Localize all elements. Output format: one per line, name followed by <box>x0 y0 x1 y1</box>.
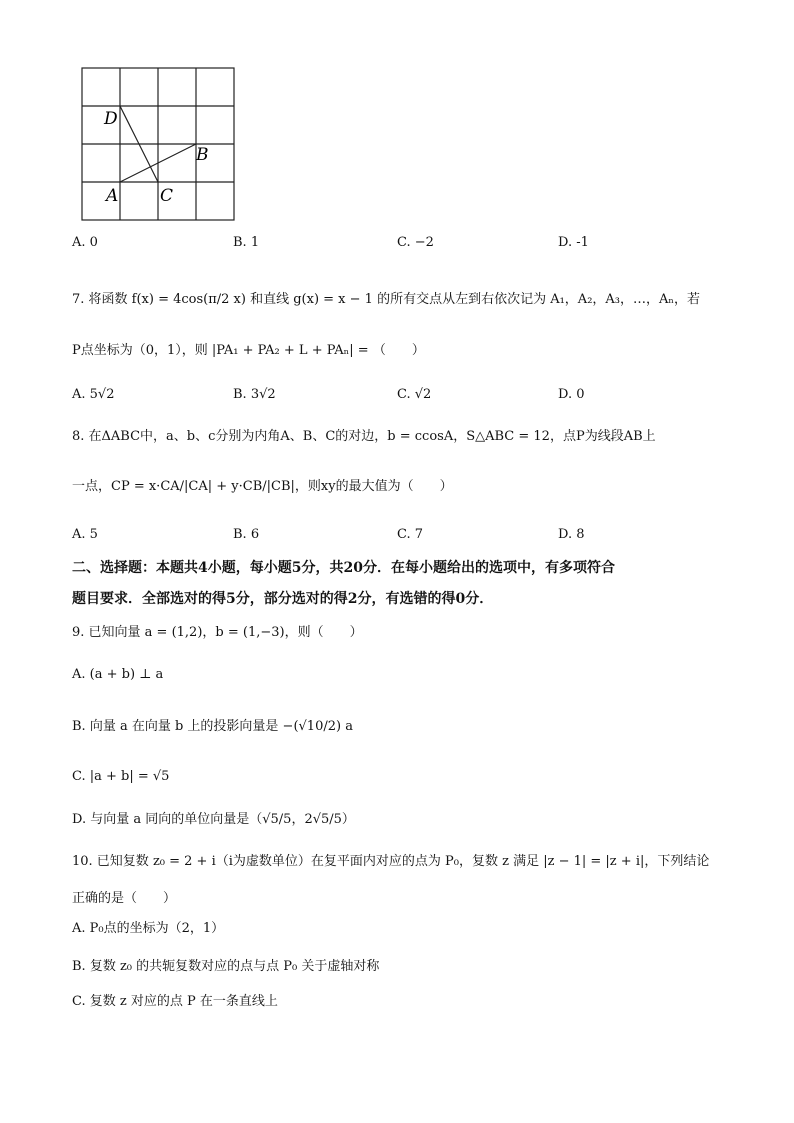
grid-figure <box>80 66 240 226</box>
q7-stem-line1: 7. 将函数 f(x) = 4cos(π/2 x) 和直线 g(x) = x − 1 的所有交点从左到右依次记为 A₁，A₂，A₃，…，Aₙ，若 <box>72 292 701 307</box>
q6-option-b[interactable]: B. 1 <box>233 235 260 250</box>
label-b: B <box>196 145 209 165</box>
q8-option-a[interactable]: A. 5 <box>72 527 98 542</box>
q9-option-b[interactable]: B. 向量 a 在向量 b 上的投影向量是 −(√10/2) a <box>72 719 353 734</box>
q6-option-d[interactable]: D. -1 <box>558 235 589 250</box>
q8-stem-line1: 8. 在ΔABC中，a、b、c分别为内角A、B、C的对边，b = ccosA，S△ABC = 12，点P为线段AB上 <box>72 429 656 444</box>
q9-option-a[interactable]: A. (a + b) ⊥ a <box>72 667 164 682</box>
q8-stem-line2: 一点，CP = x·CA/|CA| + y·CB/|CB|，则xy的最大值为（ ） <box>72 479 453 494</box>
q7-option-c[interactable]: C. √2 <box>397 387 432 402</box>
q10-option-b[interactable]: B. 复数 z₀ 的共轭复数对应的点与点 P₀ 关于虚轴对称 <box>72 959 380 974</box>
q10-stem-line2: 正确的是（ ） <box>72 891 177 906</box>
q10-stem-line1: 10. 已知复数 z₀ = 2 + i（i为虚数单位）在复平面内对应的点为 P₀，复数 z 满足 |z − 1| = |z + i|，下列结论 <box>72 854 710 869</box>
section-2-heading-line2: 题目要求．全部选对的得5分，部分选对的得2分，有选错的得0分． <box>72 591 494 607</box>
q9-stem: 9. 已知向量 a = (1,2)，b = (1,−3)，则（ ） <box>72 625 363 640</box>
q8-option-c[interactable]: C. 7 <box>397 527 424 542</box>
q7-option-d[interactable]: D. 0 <box>558 387 585 402</box>
q7-option-a[interactable]: A. 5√2 <box>72 387 115 402</box>
label-a: A <box>106 186 119 206</box>
q7-option-b[interactable]: B. 3√2 <box>233 387 276 402</box>
q10-option-c[interactable]: C. 复数 z 对应的点 P 在一条直线上 <box>72 994 278 1009</box>
grid-lines <box>82 68 234 220</box>
q8-option-d[interactable]: D. 8 <box>558 527 585 542</box>
label-d: D <box>104 109 118 129</box>
label-c: C <box>160 186 174 206</box>
q10-option-a[interactable]: A. P₀点的坐标为（2，1） <box>72 921 225 936</box>
section-2-heading-line1: 二、选择题：本题共4小题，每小题5分，共20分．在每小题给出的选项中，有多项符合 <box>72 560 615 576</box>
q7-stem-line2: P点坐标为（0，1），则 |PA₁ + PA₂ + L + PAₙ| = （ ） <box>72 343 425 358</box>
q9-option-c[interactable]: C. |a + b| = √5 <box>72 769 170 784</box>
q6-option-c[interactable]: C. −2 <box>397 235 434 250</box>
q9-option-d[interactable]: D. 与向量 a 同向的单位向量是（√5/5，2√5/5） <box>72 812 355 827</box>
q8-option-b[interactable]: B. 6 <box>233 527 260 542</box>
q6-option-a[interactable]: A. 0 <box>72 235 98 250</box>
